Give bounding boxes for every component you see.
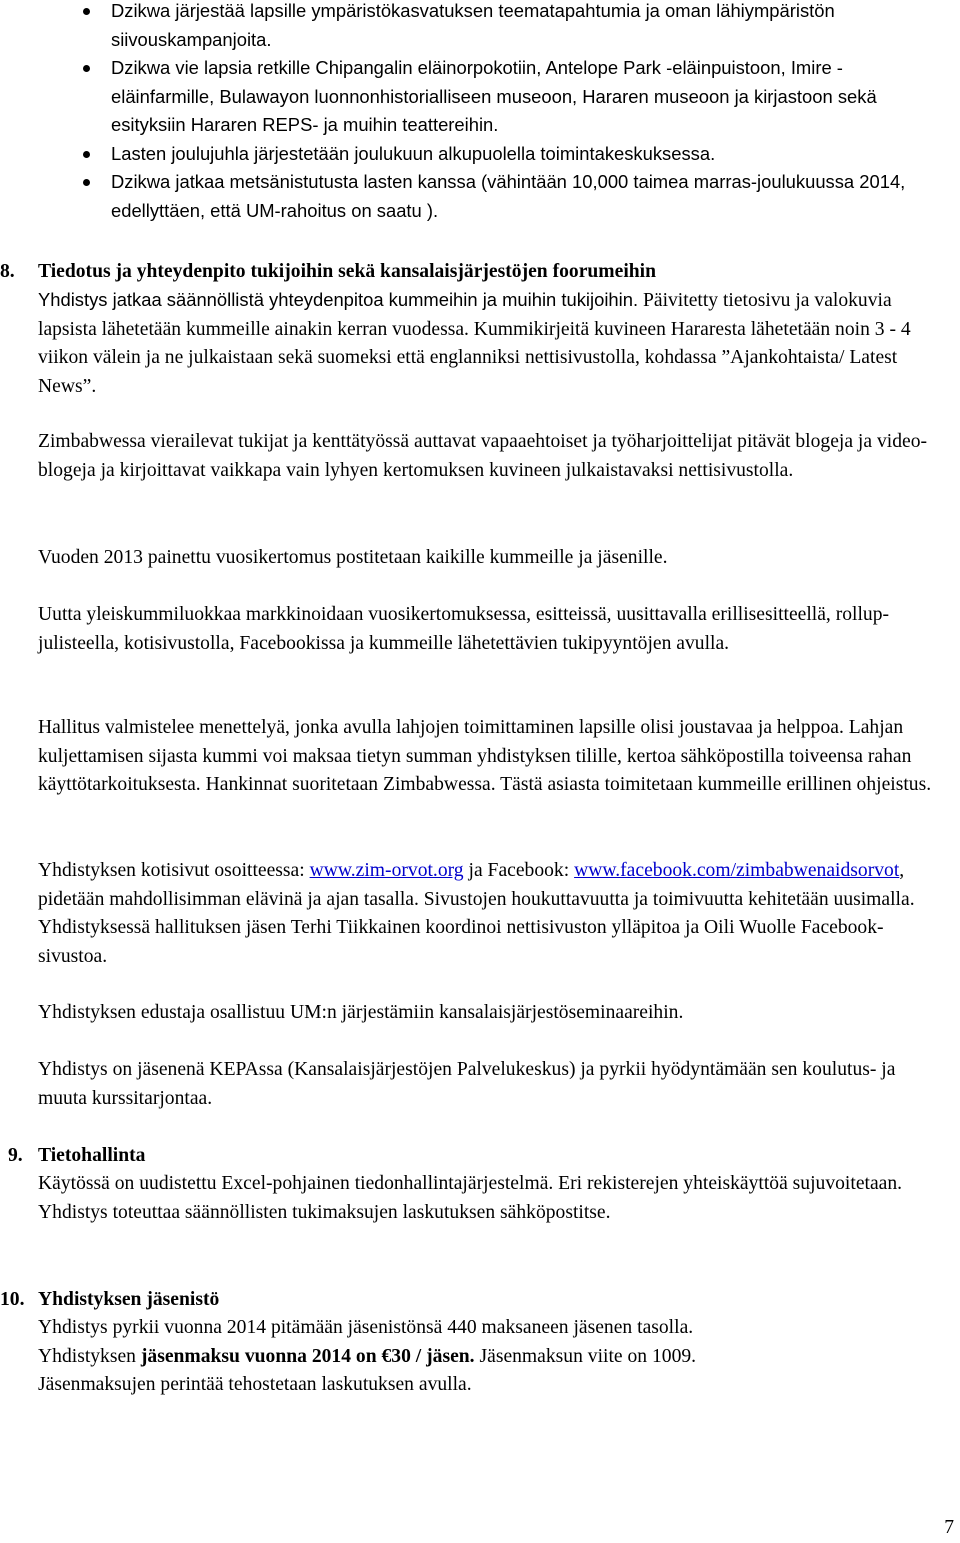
section-title: Tietohallinta — [38, 1145, 146, 1166]
section-10 — [0, 1286, 960, 1314]
bullet-icon — [83, 179, 90, 186]
paragraph: Yhdistyksen edustaja osallistuu UM:n järjestämiin kansalaisjärjestöseminaareihin. — [38, 1002, 684, 1023]
paragraph: Vuoden 2013 painettu vuosikertomus postitetaan kaikille kummeille ja jäsenille. — [38, 547, 668, 568]
section-title: Yhdistyksen jäsenistö — [38, 1289, 220, 1310]
list-item: Dzikwa vie lapsia retkille Chipangalin eläinorpokotiin, Antelope Park -eläinpuistoon, Imire -eläinfarmille, Bulawayon luonnonhistorialliseen museoon, Hararen museoon ja kirjastoon sekä esityksiin Hararen REPS- ja muihin teattereihin. — [0, 54, 911, 140]
paragraph: Uutta yleiskummiluokkaa markkinoidaan vuosikertomuksessa, esitteissä, uusittavalla erillisesitteellä, rollup-julisteella, kotisivustolla, Facebookissa ja kummeille lähetettävien tukipyyntöjen avulla. — [38, 604, 890, 654]
list-item: Dzikwa jatkaa metsänistutusta lasten kanssa (vähintään 10,000 taimea marras-joulukuussa 2014, edellyttäen, että UM-rahoitus on saatu ). — [0, 168, 911, 225]
website-link[interactable]: www.zim-orvot.org — [309, 860, 464, 881]
paragraph: Yhdistys jatkaa säännöllistä yhteydenpitoa kummeihin ja muihin tukijoihin. Päivitetty tietosivu ja valokuvia lapsista lähetetään kummeille ainakin kerran vuodessa. Kummikirjeitä kuvineen Hararesta lähetetään noin 3 - 4 viikon välein ja ne julkaistaan sekä suomeksi että englanniksi nettisivustolla, kohdassa ”Ajankohtaista/ Latest News”. — [38, 289, 911, 397]
bullet-list — [0, 0, 960, 225]
paragraph: Yhdistys pyrkii vuonna 2014 pitämään jäsenistönsä 440 maksaneen jäsenen tasolla. Yhdistyksen jäsenmaksu vuonna 2014 on €30 / jäsen. Jäsenmaksun viite on 1009. Jäsenmaksujen perintää tehostetaan laskutuksen avulla. — [38, 1317, 697, 1395]
paragraph: Yhdistys on jäsenenä KEPAssa (Kansalaisjärjestöjen Palvelukeskus) ja pyrkii hyödyntämään sen koulutus- ja muuta kurssitarjontaa. — [38, 1059, 896, 1109]
paragraph: Zimbabwessa vierailevat tukijat ja kenttätyössä auttavat vapaaehtoiset ja työharjoittelijat pitävät blogeja ja video-blogeja ja kirjoittavat vaikkapa vain lyhyen kertomuksen kuvineen julkaistavaksi nettisivustolla. — [38, 431, 928, 481]
facebook-link[interactable]: www.facebook.com/zimbabwenaidsorvot — [574, 860, 900, 881]
page-number: 7 — [944, 1517, 954, 1538]
section-number: 9. — [8, 1145, 23, 1166]
section-heading — [0, 258, 960, 286]
bullet-icon — [83, 151, 90, 158]
section-8 — [0, 258, 960, 286]
bullet-icon — [83, 8, 90, 15]
section-title: Tiedotus ja yhteydenpito tukijoihin sekä kansalaisjärjestöjen foorumeihin — [38, 261, 656, 282]
paragraph: Yhdistyksen kotisivut osoitteessa: www.zim-orvot.org ja Facebook: www.facebook.com/zimbabwenaidsorvot, pidetään mahdollisimman elävinä ja ajan tasalla. Sivustojen houkuttavuutta ja toimivuutta kehitetään uusimalla. Yhdistyksessä hallituksen jäsen Terhi Tiikkainen koordinoi nettisivuston ylläpitoa ja Oili Wuolle Facebook-sivustoa. — [38, 860, 915, 967]
bullet-icon — [83, 65, 90, 72]
section-9 — [0, 1142, 960, 1170]
paragraph: Hallitus valmistelee menettelyä, jonka avulla lahjojen toimittaminen lapsille olisi joustavaa ja helppoa. Lahjan kuljettamisen sijasta kummi voi maksaa tietyn summan yhdistyksen tilille, kertoa sähköpostilla toiveensa rahan käyttötarkoituksesta. Hankinnat suoritetaan Zimbabwessa. Tästä asiasta toimitetaan kummeille erillinen ohjeistus. — [38, 717, 932, 795]
section-heading — [0, 1142, 960, 1170]
section-number: 8. — [0, 261, 15, 282]
paragraph: Käytössä on uudistettu Excel-pohjainen tiedonhallintajärjestelmä. Eri rekisterejen yhteiskäyttöä sujuvoitetaan. Yhdistys toteuttaa säännöllisten tukimaksujen laskutuksen sähköpostitse. — [38, 1173, 903, 1223]
list-item: Lasten joulujuhla järjestetään joulukuun alkupuolella toimintakeskuksessa. — [0, 140, 911, 169]
list-item: Dzikwa järjestää lapsille ympäristökasvatuksen teematapahtumia ja oman lähiympäristön siivouskampanjoita. — [0, 0, 911, 54]
section-number: 10. — [0, 1289, 25, 1310]
section-heading — [0, 1286, 960, 1314]
